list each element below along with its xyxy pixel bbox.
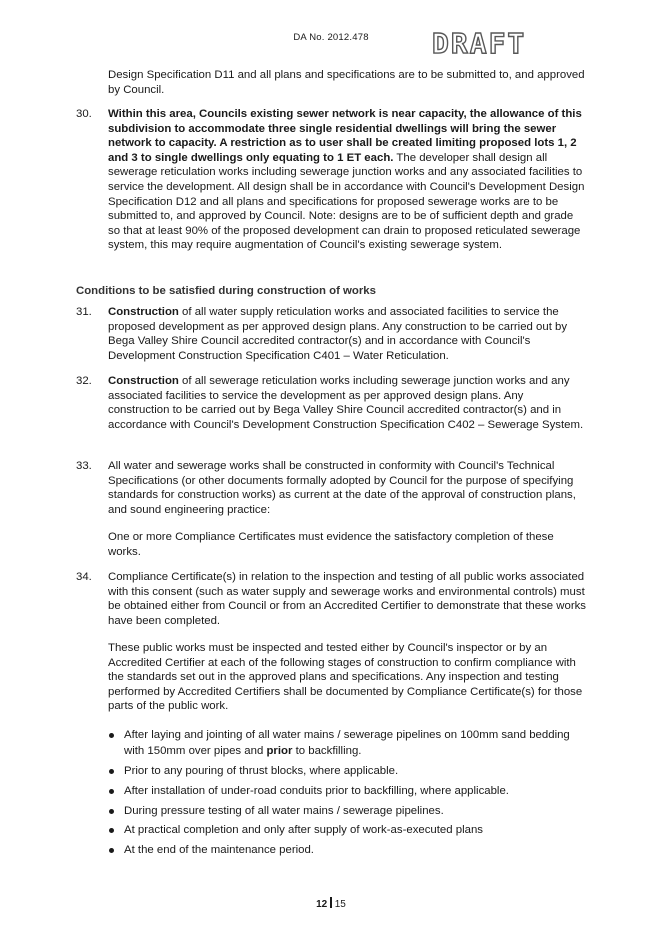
condition-31-lead: Construction bbox=[108, 306, 179, 318]
condition-31-text: of all water supply reticulation works and associated facilities to service the proposed development as per approved design plans. Any construction to be carried out by Bega Valley Shire Council accredited contractor(s) and in accordance with Council's Development Construction Specification C401 – Water Reticulation. bbox=[108, 306, 568, 362]
condition-32 bbox=[108, 374, 586, 432]
condition-33-text2: One or more Compliance Certificates must evidence the satisfactory completion of these works. bbox=[108, 531, 554, 558]
condition-32-text: of all sewerage reticulation works including sewerage junction works and any associated facilities to service the development as per approved design plans. Any construction to be carried out by Bega Valley Shire Council accredited contractor(s) and in accordance with Council's Development Construction Specification C402 – Sewerage System. bbox=[108, 375, 584, 431]
list-item: Prior to any pouring of thrust blocks, where applicable. bbox=[108, 763, 586, 779]
current-page-number: 12 bbox=[316, 899, 328, 910]
list-item: At the end of the maintenance period. bbox=[108, 842, 586, 858]
page-separator bbox=[330, 897, 332, 908]
intro-paragraph: Design Specification D11 and all plans and specifications are to be submitted to, and approved by Council. bbox=[108, 69, 585, 96]
bullet-1-bold: prior bbox=[266, 745, 293, 758]
list-item bbox=[108, 727, 586, 760]
list-item: At practical completion and only after supply of work-as-executed plans bbox=[108, 822, 586, 838]
inspection-stage-list bbox=[108, 727, 586, 862]
condition-number: 31. bbox=[76, 306, 92, 318]
list-item: During pressure testing of all water mains / sewerage pipelines. bbox=[108, 803, 586, 819]
condition-32-lead: Construction bbox=[108, 375, 179, 387]
condition-33-text: All water and sewerage works shall be constructed in conformity with Council's Technical Specifications (or other documents formally adopted by Council for the purpose of specifying standards for construction works) as current at the date of the approval of construction plans, and sound engineering practice: bbox=[108, 460, 576, 516]
bullet-1-text-a: After laying and jointing of all water mains / sewerage pipelines on 100mm sand bedding with 150mm over pipes and bbox=[124, 729, 570, 758]
list-item: After installation of under-road conduits prior to backfilling, where applicable. bbox=[108, 783, 586, 799]
bullet-1-text-b: to backfilling. bbox=[295, 745, 362, 758]
total-page-count: 15 bbox=[334, 899, 346, 910]
da-number: DA No. 2012.478 bbox=[293, 32, 369, 43]
condition-number: 32. bbox=[76, 375, 92, 387]
condition-30-bold-text: Within this area, Councils existing sewer network is near capacity, the allowance of this subdivision to accommodate three single residential dwellings will bring the sewer network to capacity. A restriction as to user shall be created limiting proposed lots 1, 2 and 3 to single dwellings only equating to 1 ET each. bbox=[108, 108, 582, 164]
section-heading: Conditions to be satisfied during construction of works bbox=[76, 285, 376, 297]
condition-30 bbox=[108, 107, 586, 253]
condition-number: 33. bbox=[76, 460, 92, 472]
condition-34-text: Compliance Certificate(s) in relation to the inspection and testing of all public works associated with this consent (such as water supply and sewerage works and environmental controls) must be obtained either from Council or from an Accredited Certifier to demonstrate that these works have been completed. bbox=[108, 571, 587, 627]
page-number-footer bbox=[0, 897, 662, 913]
condition-34-text2: These public works must be inspected and tested either by Council's inspector or by an Accredited Certifier at each of the following stages of construction to confirm compliance with the standards set out in the approved plans and specifications. Any inspection and testing performed by Accredited Certifiers shall be documented by Compliance Certificate(s) for those parts of the public work. bbox=[108, 642, 583, 713]
condition-31 bbox=[108, 305, 586, 363]
draft-stamp: DRAFT bbox=[432, 27, 527, 60]
condition-number: 34. bbox=[76, 571, 92, 583]
condition-number: 30. bbox=[76, 108, 92, 120]
condition-30-text: The developer shall design all sewerage reticulation works including sewerage junction works and any associated facilities to service the development. All design shall be in accordance with Council's Development Design Specification D12 and all plans and specifications for proposed sewerage works are to be submitted to, and approved by Council. Note: designs are to be of sufficient depth and grade so that at least 90% of the proposed development can drain to proposed reticulated sewerage system, this may require augmentation of Council's existing sewerage system. bbox=[108, 151, 585, 252]
